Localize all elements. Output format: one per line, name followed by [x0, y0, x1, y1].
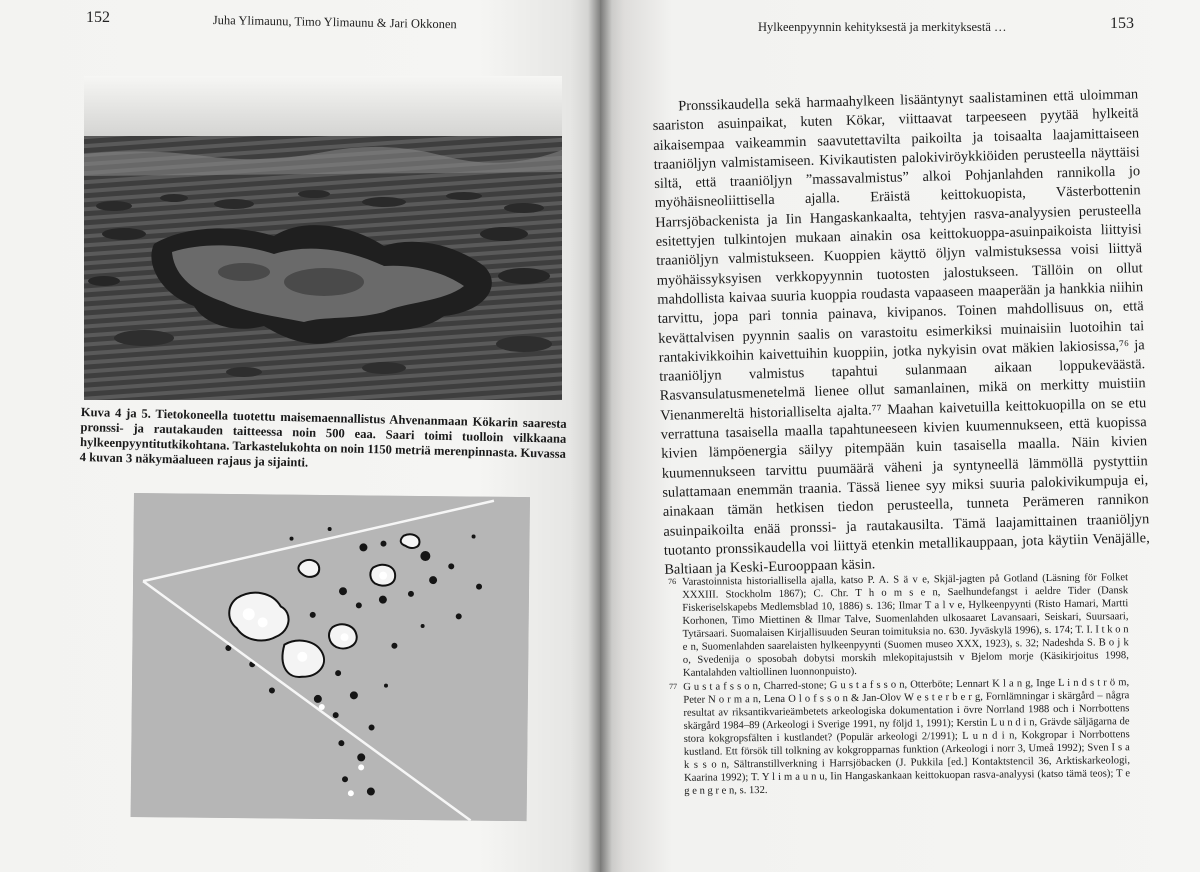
footnote-number: 77	[669, 681, 678, 691]
footnote-77	[669, 676, 1130, 798]
footnotes	[668, 571, 1130, 799]
right-page	[600, 0, 1200, 872]
footnote-76	[668, 571, 1129, 680]
book-gutter	[588, 0, 612, 872]
right-page-number: 153	[1110, 15, 1134, 32]
body-paragraph: Pronssikaudella sekä harmaahylkeen lisääntynyt saalistaminen että uloimman saariston asuinpaikat, kuten Kökar, viittaavat tarpeeseen pyytää hylkeitä aikaisempaa vaikeammin saavutettavilta paikoilta ja toisaalta laajamittaiseen traaniöljyn valmistamiseen. Kivikautisten palokiviröykkiöiden perusteella näyttäisi siltä, että traaniöljyn ”massavalmistus” alkoi Pohjanlahden rannikolla jo myöhäisneoliittisella ajalla. Eräistä keittokuopista, Västerbottenin Harrsjöbackenista ja Iin Hangaskankaalta, tehtyjen rasva-analyysien perusteella esitettyjen tulkintojen mukaan ainakin osa keittokuoppa-asuinpaikoista liittyisi traaniöljyn valmistukseen. Kuoppien käyttö öljyn valmistuksessa voisi liittyä myöhäissyksyisen verkkopyynnin tuotosten jalostukseen. Tällöin on ollut mahdollista kaivaa suuria kuoppia roudasta vapaaseen maaperään ja hankkia niihin tarvittu, jopa pari tonnia painava, kivipanos. Toinen mahdollisuus on, että kevättalvisen pyynnin saalis on varastoitu esimerkiksi muinaisiin luotoihin tai rantakivikkoihin kaivettuihin kuoppiin, jotka nykyisin ovat mäkien lakiosissa,⁷⁶ ja traaniöljyn valmistus tapahtui sulanmaan aikaan loppukeväästä. Rasvansulatusmenetelmä lienee ollut samanlainen, mikä on merkitty muistiin Vienanmereltä historialliselta ajalta.⁷⁷ Maahan kaivetuilla keittokuopilla on se etu verrattuna tasaisella maalla tapahtuneeseen kivien kuumennukseen, että kuopissa kivien lämpöenergia säilyy pitempään kuin tasaisella maalla. Näin kivien kuumennukseen tarvittu puumäärä väheni ja syntyneellä lämmöllä pystyttiin sulattamaan enemmän traania. Tässä lienee syy miksi suuria palokivikumpuja ei, ainakaan tämän hetkisen tiedon perusteella, tunneta Perämeren rannikon asuinpaikoilta enää pronssi- ja rautakausilta. Tämä laajamittainen traaniöljyn tuotanto pronssikaudella voi liittyä etenkin metallikauppaan, jota käytiin Venäjälle, Baltiaan ja Keski-Eurooppaan käsin.	[652, 86, 1150, 578]
right-running-head: Hylkeenpyynnin kehityksestä ja merkityksestä …	[758, 20, 1007, 34]
footnote-text: Varastoinnista historiallisella ajalla, katso P. A. S ä v e, Skjäl-jagten på Gotland (Läsning för Folket XXXIII. Stockholm 1867); C. Chr. T h o m s e n, Saelhundefangst i aeldre Tider (Dansk Fiskeriselskapebs Medlemsblad 10, 1886) s. 136; Ilmar T a l v e, Hylkeenpyynti (Risto Hamari, Martti Korhonen, Timo Miettinen & Ilmar Talve, Suomenlahden ulkosaaret Lavansaari, Seiskari, Suursaari, Tytärsaari. Suomalaisen Kirjallisuuden Seuran toimituksia no. 630. Jyväskylä 1996), s. 174; T. I. I t k o n e n, Suomenlahden saarelaisten hylkeenpyynti (Suomen museo XXX, 1923), s. 32; Nadeshda S. B o j k o, Svedenija o sposobah dobytsi morskih mlekopitajustsih v Bjelom morje (Käsikirjoitus 1998, Kantalahden valtiollinen luonnonpuisto).	[682, 572, 1129, 679]
landscape-reconstruction-image	[84, 76, 562, 400]
footnote-number: 76	[668, 576, 677, 586]
left-running-head: Juha Ylimaunu, Timo Ylimaunu & Jari Okkonen	[212, 13, 457, 32]
island-map-image	[131, 493, 530, 821]
body-text	[652, 85, 1150, 580]
figure-caption: Kuva 4 ja 5. Tietokoneella tuotettu maisemaennallistus Ahvenanmaan Kökarin saaresta pronssi- ja rautakauden taitteessa noin 500 eaa. Saari toimi tuolloin vilkkaana hylkeenpyyntitutkikohtana. Tarkastelukohta on noin 1150 metriä merenpinnasta. Kuvassa 4 kuvan 3 näkymäalueen rajaus ja sijainti.	[79, 405, 567, 470]
left-page-number: 152	[86, 9, 110, 26]
footnote-text: G u s t a f s s o n, Charred-stone; G u s t a f s s o n, Otterböte; Lennart K l a n g, Inge L i n d s t r ö m, Peter N o r m a n, Lena O l o f s s o n & Jan-Olov W e s t e r b e r g, Fornlämningar i skärgård – några resultat av riksantikvarieämbetets arkeologiska dokumentation i övre Norrland 1988 och i Norrbottens skärgård 1984–89 (Arkeologi i Sverige 1991, ny följd 1, 1991); Kerstin L u n d i n, Grävde säljägarna de stora kokgropsfälten i kustlandet? (Populär arkeologi 2/1991); L u n d i n, Kokgropar i Norrbottens kustland. Ett försök till tolkning av kokgropparnas funktion (Arkeologi i norr 3, Umeå 1992); Sven I s a k s s o n, Sältranstillverkning i Harrsjöbacken (J. Pukkila [ed.] Kontaktstencil 36, Arktiskarkeologi, Kaarina 1992); T. Y l i m a u n u, Iin Hangaskankaan keittokuopan rasva-analyysi (katso tämä teos); T e g e n g r e n, s. 132.	[683, 677, 1131, 797]
